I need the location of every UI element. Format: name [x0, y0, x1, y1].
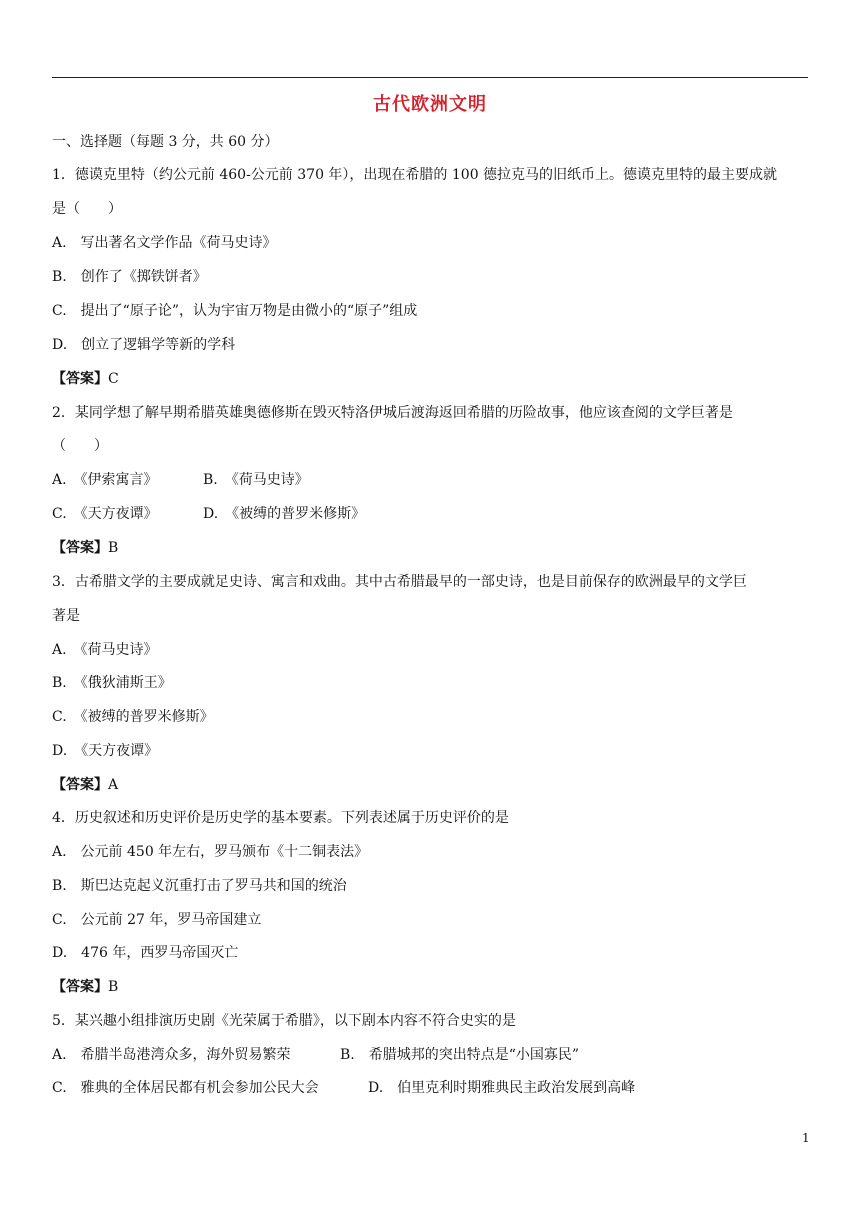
q3-stem-line1: 3．古希腊文学的主要成就足史诗、寓言和戏曲。其中古希腊最早的一部史诗，也是目前保存的欧洲最早的文学巨	[52, 574, 747, 590]
answer-value: B	[108, 979, 119, 995]
answer-label: 【答案】	[52, 371, 108, 387]
q5-option-c: C. 雅典的全体居民都有机会参加公民大会	[52, 1080, 319, 1096]
q1-stem-line2: 是（ ）	[52, 201, 122, 217]
section-heading: 一、选择题（每题 3 分，共 60 分）	[52, 134, 279, 150]
q4-option-d: D. 476 年，西罗马帝国灭亡	[52, 945, 239, 961]
q4-option-c: C. 公元前 27 年，罗马帝国建立	[52, 912, 262, 928]
q2-option-b: B. 《荷马史诗》	[203, 472, 309, 488]
q2-option-d: D. 《被缚的普罗米修斯》	[203, 506, 366, 522]
q3-option-b: B. 《俄狄浦斯王》	[52, 675, 172, 691]
q5-stem-line1: 5．某兴趣小组排演历史剧《光荣属于希腊》，以下剧本内容不符合史实的是	[52, 1013, 516, 1029]
answer-label: 【答案】	[52, 979, 108, 995]
q2-option-c: C. 《天方夜谭》	[52, 506, 158, 522]
page-number: 1	[802, 1131, 810, 1145]
q3-option-c: C. 《被缚的普罗米修斯》	[52, 709, 214, 725]
answer-value: B	[108, 540, 119, 556]
q5-option-d: D. 伯里克利时期雅典民主政治发展到高峰	[368, 1080, 636, 1096]
answer-label: 【答案】	[52, 540, 108, 556]
answer-label: 【答案】	[52, 777, 108, 793]
header-rule	[52, 77, 808, 78]
q4-option-b: B. 斯巴达克起义沉重打击了罗马共和国的统治	[52, 878, 347, 894]
q1-stem-line1: 1．德谟克里特（约公元前 460-公元前 370 年），出现在希腊的 100 德拉克马的旧纸币上。德谟克里特的最主要成就	[52, 167, 778, 183]
answer-value: C	[108, 371, 119, 387]
q3-option-d: D. 《天方夜谭》	[52, 743, 159, 759]
q3-option-a: A. 《荷马史诗》	[52, 642, 158, 658]
q2-stem-line2: （ ）	[52, 438, 108, 454]
page-title: 古代欧洲文明	[373, 94, 487, 115]
q2-stem-line1: 2．某同学想了解早期希腊英雄奥德修斯在毁灭特洛伊城后渡海返回希腊的历险故事，他应该查阅的文学巨著是	[52, 405, 733, 421]
q2-answer	[52, 538, 812, 558]
q4-option-a: A. 公元前 450 年左右，罗马颁布《十二铜表法》	[52, 844, 369, 860]
q1-option-c: C. 提出了“原子论”，认为宇宙万物是由微小的“原子”组成	[52, 303, 418, 319]
q3-stem-line2: 著是	[52, 608, 80, 624]
q1-answer	[52, 369, 812, 389]
q5-option-b: B. 希腊城邦的突出特点是“小国寡民”	[340, 1047, 580, 1063]
q1-option-a: A. 写出著名文学作品《荷马史诗》	[52, 235, 277, 251]
q1-option-d: D. 创立了逻辑学等新的学科	[52, 337, 236, 353]
answer-value: A	[108, 777, 119, 793]
q4-answer	[52, 977, 812, 997]
q1-option-b: B. 创作了《掷铁饼者》	[52, 269, 207, 285]
q5-option-a: A. 希腊半岛港湾众多，海外贸易繁荣	[52, 1047, 291, 1063]
q2-option-a: A. 《伊索寓言》	[52, 472, 158, 488]
q4-stem-line1: 4．历史叙述和历史评价是历史学的基本要素。下列表述属于历史评价的是	[52, 810, 509, 826]
q3-answer	[52, 775, 812, 795]
